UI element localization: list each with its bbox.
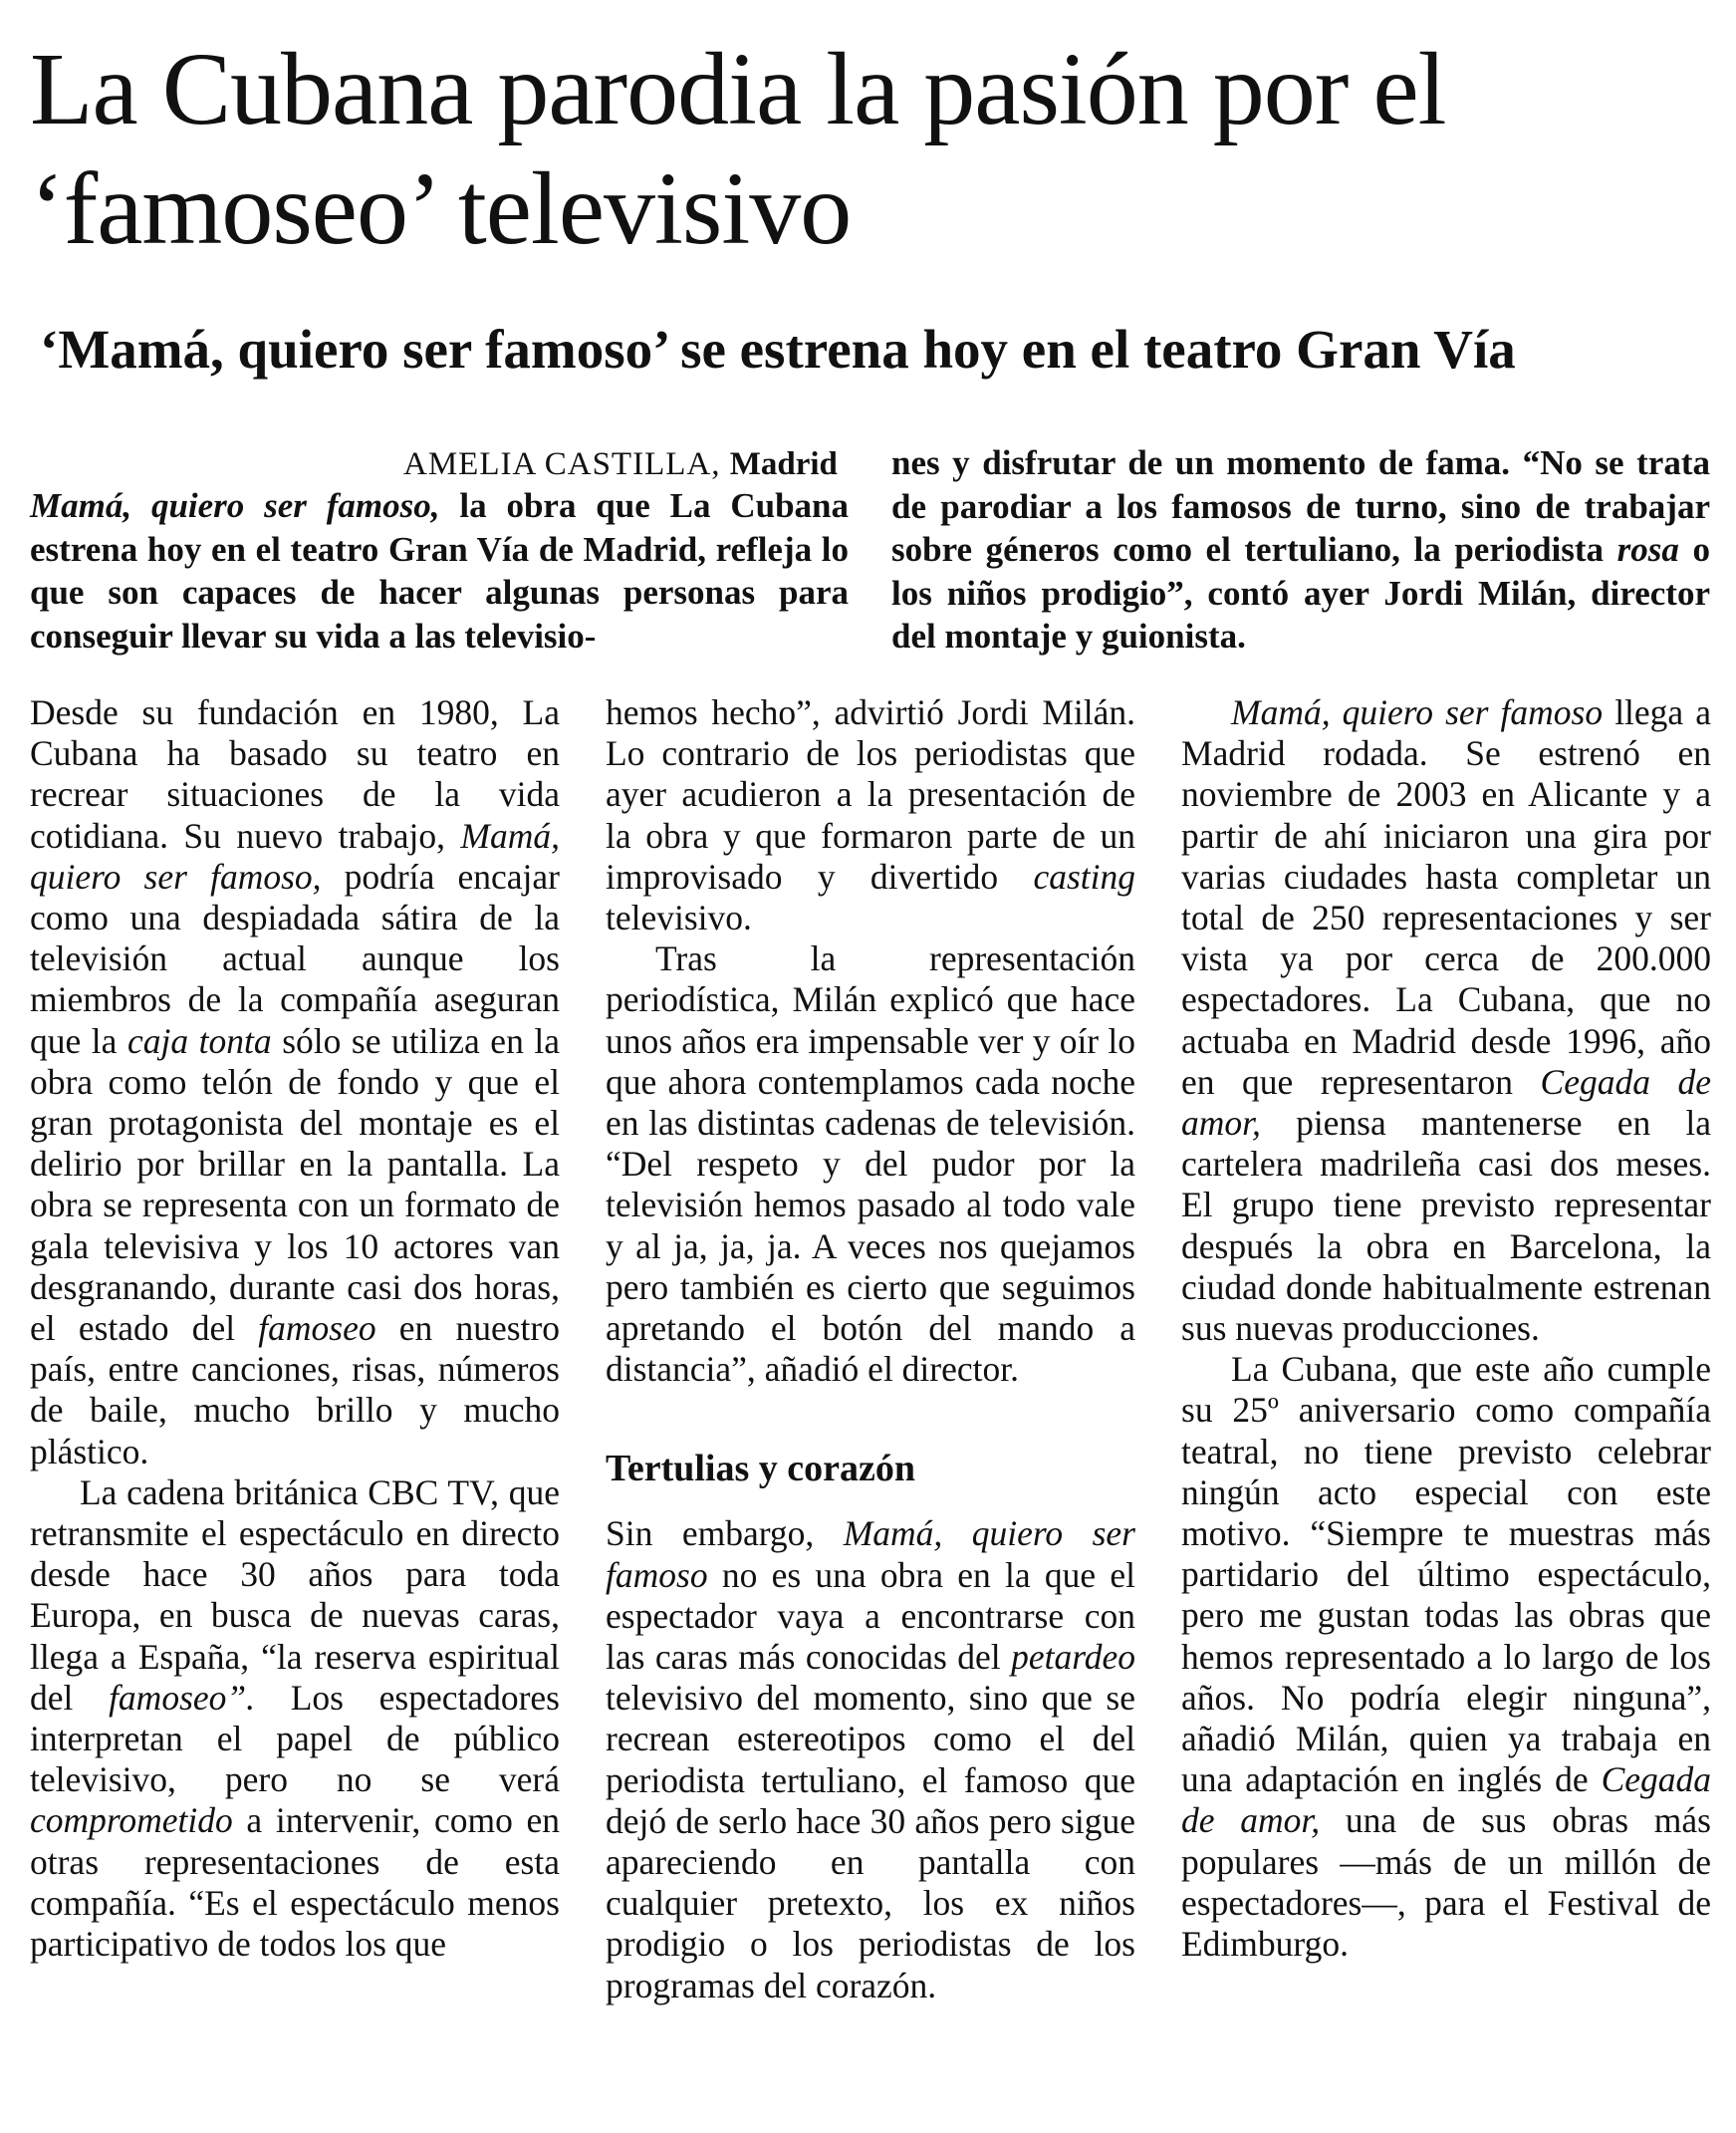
lead-paragraph-part2 <box>891 441 1710 659</box>
body-italic: famoseo”. <box>109 1677 256 1718</box>
body-text: no es una obra en la que el espectador vaya a encontrarse con las caras más conocidas del <box>606 1554 1135 1678</box>
lead-text: la obra que La Cubana estrena hoy en el teatro Gran Vía de Madrid, refleja lo que son capaces de hacer algunas personas para conseguir llevar su vida a las televisio- <box>30 486 849 656</box>
body-paragraph <box>30 1472 560 1965</box>
lead-text: o los niños prodigio”, contó ayer Jordi Milán, director del montaje y guionista. <box>891 530 1710 656</box>
headline: La Cubana parodia la pasión por el ‘famoseo’ televisivo <box>30 32 1446 266</box>
lead-paragraph-part1 <box>30 484 849 658</box>
body-text: una de sus obras más populares —más de un millón de espectadores—, para el Festival de Edimburgo. <box>1181 1800 1711 1965</box>
subheadline: ‘Mamá, quiero ser famoso’ se estrena hoy en el teatro Gran Vía <box>40 319 1516 380</box>
section-title: Tertulias y corazón <box>606 1448 916 1490</box>
body-italic: Cegada de amor, <box>1181 1061 1711 1144</box>
lead-italic: rosa <box>1616 530 1679 569</box>
body-italic: petardeo <box>1011 1637 1135 1678</box>
body-paragraph <box>606 692 1135 938</box>
body-text: podría encajar como una despiadada sátira de la televisión actual aunque los miembros de la compañía aseguran que la <box>30 856 560 1061</box>
body-italic: casting <box>1033 856 1135 897</box>
body-text: hemos hecho”, advirtió Jordi Milán. Lo contrario de los periodistas que ayer acudieron a la presentación de la obra y que formaron parte de un improvisado y divertido <box>606 692 1135 897</box>
body-text: sólo se utiliza en la obra como telón de fondo y que el gran protagonista del montaje es el delirio por brillar en la pantalla. La obra se representa con un formato de gala televisiva y los 10 actores van desgranando, durante casi dos horas, el estado del <box>30 1020 560 1349</box>
body-italic: Cegada de amor, <box>1181 1759 1711 1841</box>
body-text: piensa mantenerse en la cartelera madrileña casi dos meses. El grupo tiene previsto representar después la obra en Barcelona, la ciudad donde habitualmente estrenan sus nuevas producciones. <box>1181 1103 1711 1349</box>
body-paragraph <box>1181 1349 1711 1965</box>
body-italic: caja tonta <box>126 1020 272 1061</box>
body-text: llega a Madrid rodada. Se estrenó en noviembre de 2003 en Alicante y a partir de ahí iniciaron una gira por varias ciudades hasta completar un total de 250 representaciones y ser vista ya por cerca de 200.000 espectadores. La Cubana, que no actuaba en Madrid desde 1996, año en que representaron <box>1181 692 1712 1102</box>
lead-text: nes y disfrutar de un momento de fama. “No se trata de parodiar a los famosos de turno, sino de trabajar sobre géneros como el tertuliano, la periodista <box>891 443 1710 569</box>
article-column-2 <box>606 692 1135 2006</box>
article-column-1 <box>30 692 560 1965</box>
body-text: Los espectadores interpretan el papel de público televisivo, pero no se verá <box>30 1677 560 1800</box>
body-text: La Cubana, que este año cumple su 25º aniversario como compañía teatral, no tiene previsto celebrar ningún acto especial con este motivo. “Siempre te muestras más partidario del último espectáculo, pero me gustan todas las obras que hemos representado a lo largo de los años. No podría elegir ninguna”, añadió Milán, quien ya trabaja en una adaptación en inglés de <box>1181 1349 1711 1800</box>
body-paragraph: Tras la representación periodística, Milán explicó que hace unos años era impensable ver y oír lo que ahora contemplamos cada noche en las distintas cadenas de televisión. “Del respeto y del pudor por la televisión hemos pasado al todo vale y al ja, ja, ja. A veces nos quejamos pero también es cierto que seguimos apretando el botón del mando a distancia”, añadió el director. <box>606 938 1135 1390</box>
body-text: televisivo. <box>606 898 752 938</box>
body-text: televisivo del momento, sino que se recrean estereotipos como el del periodista tertuliano, el famoso que dejó de serlo hace 30 años pero sigue apareciendo en pantalla con cualquier pretexto, los ex niños prodigio o los periodistas de los programas del corazón. <box>606 1678 1135 2005</box>
body-text: en nuestro país, entre canciones, risas, números de baile, mucho brillo y mucho plástico. <box>30 1308 560 1471</box>
body-text: a intervenir, como en otras representaciones de esta compañía. “Es el espectáculo menos participativo de todos los que <box>30 1800 560 1965</box>
body-italic: Mamá, quiero ser famoso <box>1231 692 1604 732</box>
body-paragraph <box>30 692 560 1472</box>
body-text: Sin embargo, <box>606 1513 844 1554</box>
body-text: La cadena británica CBC TV, que retransmite el espectáculo en directo desde hace 30 años para toda Europa, en busca de nuevas caras, llega a España, “la reserva espiritual del <box>30 1471 560 1718</box>
lead-work-title: Mamá, quiero ser famoso, <box>30 486 440 525</box>
byline-author: AMELIA CASTILLA, <box>403 446 721 482</box>
byline-city: Madrid <box>729 446 838 482</box>
body-paragraph <box>1181 692 1711 1349</box>
body-italic: famoseo <box>258 1308 376 1349</box>
body-text: Desde su fundación en 1980, La Cubana ha basado su teatro en recrear situaciones de la vida cotidiana. Su nuevo trabajo, <box>30 692 560 856</box>
body-italic: Mamá, quiero ser famoso, <box>30 815 560 897</box>
byline <box>403 442 838 486</box>
body-italic: comprometido <box>30 1800 233 1841</box>
article-column-3 <box>1181 692 1711 1965</box>
body-italic: Mamá, quiero ser famoso <box>606 1513 1135 1595</box>
body-paragraph <box>606 1513 1135 2005</box>
